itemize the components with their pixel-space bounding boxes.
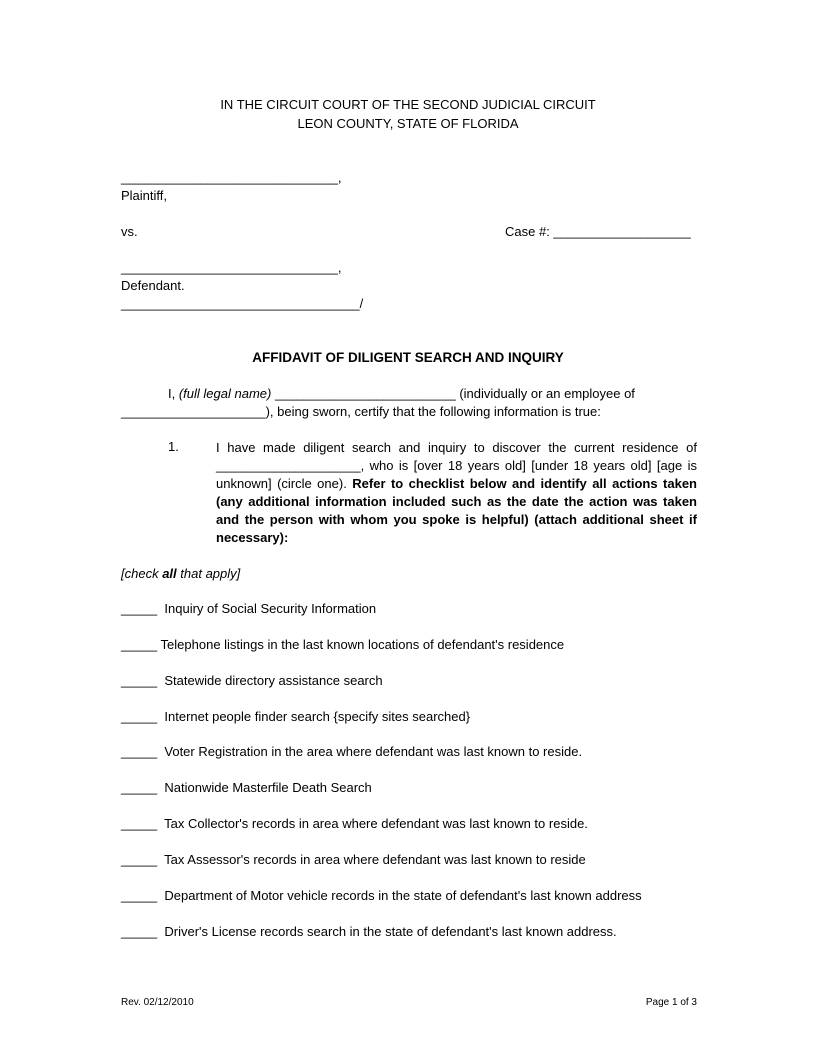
checklist-item	[121, 816, 588, 831]
plaintiff-name-blank: ______________________________,	[121, 170, 342, 185]
checklist-item	[121, 888, 642, 903]
checklist-blank: _____	[121, 744, 158, 759]
revision-date: Rev. 02/12/2010	[121, 997, 194, 1008]
checklist-label: Nationwide Masterfile Death Search	[164, 780, 372, 795]
checklist-item	[121, 709, 470, 724]
checklist-item	[121, 744, 582, 759]
item-1-text	[216, 439, 697, 547]
checklist-item	[121, 852, 586, 867]
versus-label: vs.	[121, 224, 138, 239]
checklist-blank: _____	[121, 780, 158, 795]
checklist-item	[121, 924, 617, 939]
court-heading-line-2: LEON COUNTY, STATE OF FLORIDA	[297, 116, 519, 131]
checklist-blank: _____	[121, 888, 158, 903]
intro-prefix: I,	[168, 386, 179, 401]
defendant-name-blank: ______________________________,	[121, 260, 342, 275]
checklist-label: Telephone listings in the last known locations of defendant's residence	[160, 637, 565, 652]
checklist-label: Statewide directory assistance search	[164, 673, 383, 688]
checklist-blank: _____	[121, 924, 158, 939]
checklist-blank: _____	[121, 709, 158, 724]
intro-line-2: ____________________), being sworn, certify that the following information is true:	[121, 404, 601, 419]
checklist-blank: _____	[121, 852, 158, 867]
affidavit-title: AFFIDAVIT OF DILIGENT SEARCH AND INQUIRY	[252, 350, 564, 365]
checklist-label: Department of Motor vehicle records in the state of defendant's last known address	[164, 888, 642, 903]
defendant-label: Defendant.	[121, 278, 185, 293]
intro-paragraph	[121, 385, 697, 421]
check-all-instruction	[121, 566, 240, 581]
checklist-label: Voter Registration in the area where defendant was last known to reside.	[164, 744, 583, 759]
checklist-blank: _____	[121, 637, 158, 652]
intro-line-1	[121, 385, 697, 403]
item-1-plain-text: I have made diligent search and inquiry to discover the current residence of ____________________, who is [over 18 years old] [under 18 years old] [age is unknown] (circle one).	[216, 440, 697, 491]
intro-rest-line-1: _________________________ (individually or an employee of	[271, 386, 635, 401]
item-number: 1.	[168, 439, 179, 454]
checklist-blank: _____	[121, 816, 158, 831]
check-all-prefix: [check	[121, 566, 163, 581]
checklist-label: Internet people finder search {specify sites searched}	[164, 709, 471, 724]
checklist-label: Tax Assessor's records in area where defendant was last known to reside	[164, 852, 586, 867]
check-all-bold: all	[162, 566, 177, 581]
checklist-blank: _____	[121, 601, 158, 616]
case-number-field: Case #: ___________________	[505, 224, 691, 239]
plaintiff-label: Plaintiff,	[121, 188, 168, 203]
checklist-item	[121, 601, 376, 616]
court-heading-line-1: IN THE CIRCUIT COURT OF THE SECOND JUDICIAL CIRCUIT	[220, 97, 596, 112]
checklist-item	[121, 780, 372, 795]
full-legal-name-label: (full legal name)	[178, 386, 272, 401]
checklist-label: Driver's License records search in the state of defendant's last known address.	[164, 924, 617, 939]
checklist-blank: _____	[121, 673, 158, 688]
checklist-item	[121, 637, 564, 652]
checklist-item	[121, 673, 383, 688]
checklist-label: Tax Collector's records in area where defendant was last known to reside.	[164, 816, 588, 831]
checklist-label: Inquiry of Social Security Information	[164, 601, 377, 616]
caption-slash-line: _________________________________/	[121, 296, 364, 311]
check-all-suffix: that apply]	[176, 566, 241, 581]
page-number: Page 1 of 3	[645, 997, 697, 1008]
item-1-bold-text: Refer to checklist below and identify all actions taken (any additional information included such as the date the action was taken and the person with whom you spoke is helpful) (attach additional sheet if necessary):	[216, 476, 697, 545]
